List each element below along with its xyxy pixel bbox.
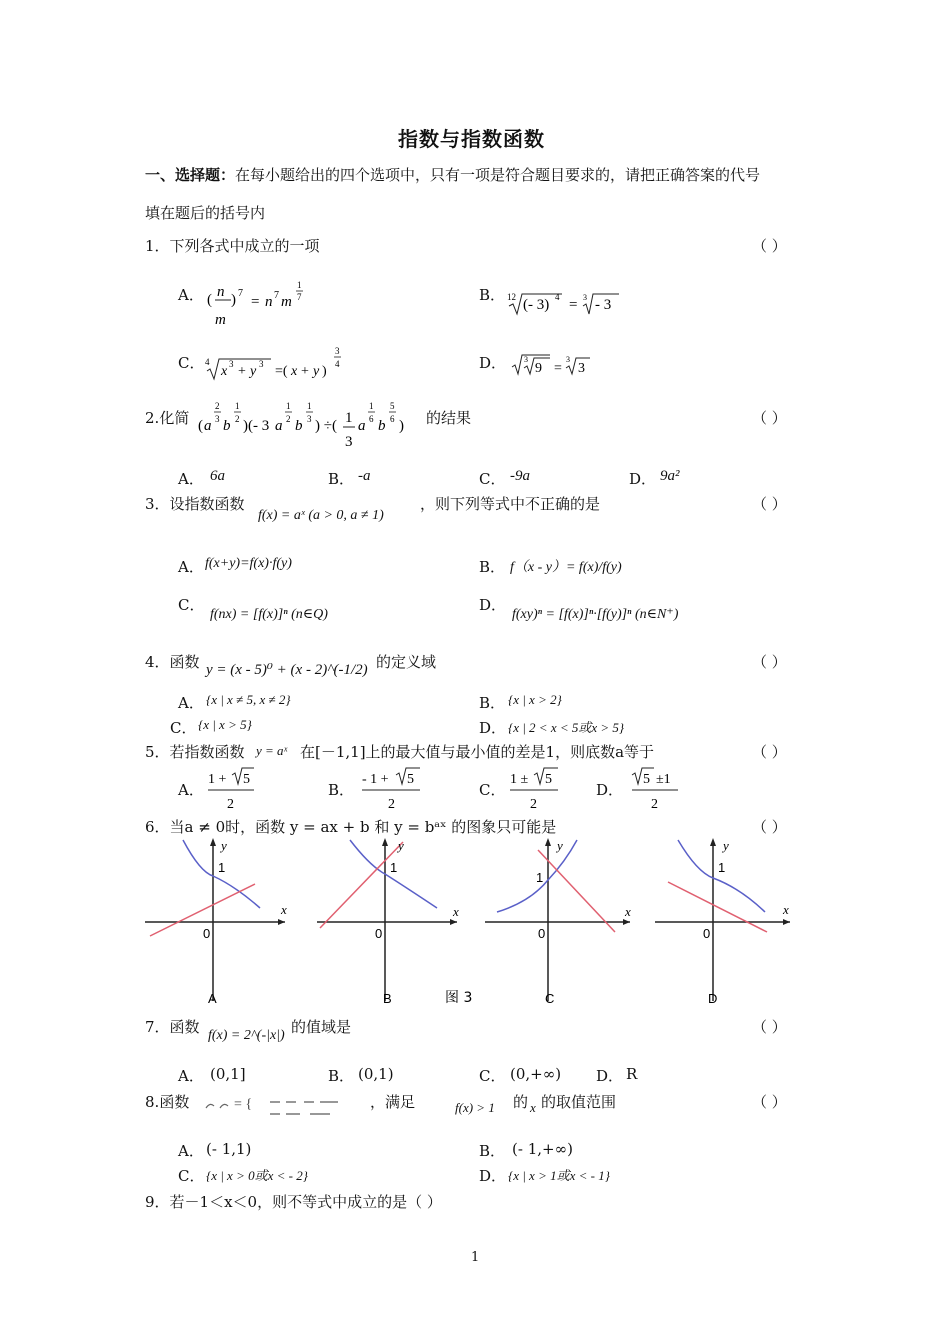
svg-text:m: m [281,294,292,310]
svg-text:4: 4 [555,292,560,302]
q7-option-d: R [626,1065,638,1083]
graph-d-line [668,882,767,932]
q1-stem [145,235,320,256]
figure-caption: 图 3 [445,990,473,1006]
q6-text: 当a ≠ 0时，函数 y = ax + b 和 y = bᵃˣ 的图象只可能是 [169,818,557,836]
svg-text:=: = [554,361,562,376]
q8-text-mid2: 的 [513,1093,529,1111]
svg-text:3: 3 [583,293,587,302]
svg-text:1: 1 [536,870,544,885]
q2-option-b: -a [358,468,371,484]
graph-a-label: A [208,991,217,1006]
q5-expression: y = aˣ [256,743,288,758]
q7-option-b: (0,1) [358,1065,394,1083]
q7-text-post: 的值域是 [291,1018,352,1036]
q1-option-c-formula [205,343,355,383]
q2-option-a-label: A． [178,470,204,488]
svg-text:): ) [322,364,327,379]
q3-option-b-label: B． [479,558,506,576]
svg-text:3: 3 [229,359,234,369]
svg-text:7: 7 [297,292,302,302]
q5-option-a-label: A． [178,781,204,799]
q1-answer-bracket[interactable]: （ ） [752,237,787,255]
q3-option-a-label: A． [178,558,204,576]
svg-text:1: 1 [345,410,353,426]
q8-answer-bracket[interactable]: （ ） [752,1093,787,1111]
graph-c-line [538,850,615,932]
q8-stem-pre [145,1091,189,1112]
svg-text:1: 1 [718,860,726,875]
q4-option-d: {x | 2 < x < 5或x > 5} [508,720,625,735]
q4-stem-pre [145,651,200,672]
svg-text:1: 1 [218,860,226,875]
q3-stem-pre [145,493,245,514]
q8-option-a-label: A． [178,1142,204,1160]
q7-stem-pre [145,1016,200,1037]
q7-expression: f(x) = 2^(-|x|) [208,1028,285,1043]
graph-d-exp-curve [678,840,765,912]
q4-option-c-label: C． [170,719,197,737]
q5-option-d [630,765,682,813]
q8-option-c-label: C． [178,1167,205,1185]
q6-graph-figure [145,836,790,1006]
svg-text:+: + [301,364,309,379]
q7-option-c: (0,+∞) [510,1065,562,1083]
svg-text:7: 7 [274,290,279,301]
graph-d [655,838,790,1006]
svg-text:2: 2 [235,414,240,424]
svg-text:1: 1 [297,280,302,290]
svg-text:0: 0 [375,926,383,941]
svg-text:3: 3 [215,414,220,424]
q7-number: 7． [145,1018,170,1036]
q4-number: 4． [145,653,170,671]
q2-option-d: 9a² [660,468,680,484]
q2-option-c-label: C． [479,470,506,488]
q3-text-pre: 设指数函数 [169,495,245,513]
svg-text:2: 2 [388,797,395,812]
svg-text:3: 3 [345,434,353,450]
q1-option-d-formula [510,352,600,380]
q8-text-post: 的取值范围 [541,1093,617,1111]
q5-option-d-label: D． [596,781,624,799]
svg-text:n: n [265,294,273,310]
svg-text:1: 1 [286,401,291,411]
q8-text-mid: ，满足 [370,1093,416,1111]
svg-text:x: x [783,902,789,917]
svg-text:1: 1 [235,401,240,411]
svg-text:): ) [399,418,404,434]
q2-option-c: -9a [510,468,530,484]
q4-expression: y = (x - 5)⁰ + (x - 2)^(-1/2) [206,662,368,678]
svg-text:1 +: 1 + [208,772,227,787]
svg-text:): ) [231,292,236,308]
q8-text-pre: 函数 [159,1093,190,1111]
svg-text:x: x [221,364,228,379]
svg-text:b: b [378,418,386,434]
svg-text:2: 2 [215,401,220,411]
svg-text:a: a [275,418,283,434]
q7-option-c-label: C． [479,1067,506,1085]
q3-option-c: f(nx) = [f(x)]ⁿ (n∈Q) [210,607,328,622]
graph-a [145,838,287,1006]
svg-text:) ÷(: ) ÷( [315,418,337,434]
svg-text:n: n [217,284,225,300]
q7-text-pre: 函数 [169,1018,200,1036]
svg-text:x: x [291,364,298,379]
svg-text:- 3: - 3 [595,297,612,313]
section-instruction [145,164,760,185]
svg-text:6: 6 [369,414,374,424]
q4-answer-bracket[interactable]: （ ） [752,653,787,671]
svg-text:4: 4 [335,359,340,369]
page-number: 1 [471,1250,480,1265]
q5-text-pre: 若指数函数 [169,743,245,761]
graph-b-label: B [383,991,392,1006]
svg-text:y: y [557,838,563,853]
q3-option-d-label: D． [479,596,507,614]
svg-text:= {: = { [234,1097,253,1112]
q8-option-b-label: B． [479,1142,506,1160]
svg-text:a: a [358,418,366,434]
q8-option-b: (- 1,+∞) [512,1140,573,1158]
svg-text:3: 3 [566,355,570,364]
svg-text:x: x [281,902,287,917]
q3-option-b: f（x - y）= f(x)/f(y) [510,560,622,575]
svg-text:(: ( [207,292,212,308]
q7-option-a: (0,1] [210,1065,246,1083]
q3-number: 3． [145,495,170,513]
q4-option-b-label: B． [479,694,506,712]
q8-expression: f(x) > 1 [455,1100,495,1115]
q9-number: 9． [145,1193,170,1211]
q1-option-a-label: A． [178,286,204,304]
graph-d-label: D [708,991,718,1006]
svg-text:=(: =( [275,364,288,379]
svg-text:2: 2 [227,797,234,812]
q3-answer-bracket[interactable]: （ ） [752,495,787,513]
svg-text:3: 3 [259,359,264,369]
q8-variable: x [530,1100,536,1115]
svg-text:a: a [204,418,212,434]
q4-option-a-label: A． [178,694,204,712]
q5-option-b [360,765,424,813]
graph-c-label: C [545,991,555,1006]
q9-stem [145,1191,442,1212]
q4-option-b: {x | x > 2} [508,692,562,707]
q7-option-a-label: A． [178,1067,204,1085]
q2-text-pre: 化简 [159,409,190,427]
svg-text:y: y [221,838,227,853]
q6-number: 6． [145,818,170,836]
q7-option-b-label: B． [328,1067,355,1085]
q2-text-post: 的结果 [426,409,472,427]
svg-text:- 1 +: - 1 + [362,772,389,787]
svg-text:9: 9 [535,361,542,376]
q8-option-d-label: D． [479,1167,507,1185]
q4-option-a: {x | x ≠ 5, x ≠ 2} [206,692,291,707]
svg-text:1 ±: 1 ± [510,772,529,787]
svg-text:0: 0 [203,926,211,941]
q8-option-c: {x | x > 0或x < - 2} [206,1168,308,1183]
q5-stem-pre [145,741,245,762]
svg-text:+: + [238,364,246,379]
section-head: 一、选择题： [145,166,236,184]
q1-option-b-formula [507,288,627,318]
q3-option-a: f(x+y)=f(x)·f(y) [205,556,292,571]
q2-number: 2. [145,409,160,427]
svg-text:3: 3 [307,414,312,424]
q5-answer-bracket[interactable]: （ ） [752,743,787,761]
q8-piecewise-function-clipped [200,1094,370,1120]
svg-text:)(- 3: )(- 3 [243,418,270,434]
svg-text:3: 3 [335,346,340,356]
q2-option-d-label: D． [629,470,657,488]
page-title: 指数与指数函数 [398,127,545,151]
q3-expression: f(x) = aˣ (a > 0, a ≠ 1) [258,508,384,523]
q8-option-d: {x | x > 1或x < - 1} [508,1168,610,1183]
svg-text:=: = [251,294,260,310]
svg-text:y: y [250,364,257,379]
q3-text-post: ，则下列等式中不正确的是 [420,495,601,513]
graph-c [485,838,631,1006]
svg-text:5: 5 [390,401,395,411]
svg-text:b: b [223,418,231,434]
svg-text:5: 5 [243,772,250,787]
q7-answer-bracket[interactable]: （ ） [752,1018,787,1036]
q5-option-c-label: C． [479,781,506,799]
svg-text:2: 2 [651,797,658,812]
svg-text:0: 0 [703,926,711,941]
svg-text:b: b [295,418,303,434]
q8-number: 8. [145,1093,160,1111]
svg-text:5: 5 [407,772,414,787]
svg-text:1: 1 [369,401,374,411]
svg-text:5: 5 [545,772,552,787]
q1-option-a-formula [205,278,315,330]
svg-text:m: m [215,312,226,328]
svg-text:x: x [453,904,459,919]
svg-text:4: 4 [205,357,210,367]
graph-b [317,838,459,1006]
svg-text:=: = [569,297,578,313]
svg-text:1: 1 [307,401,312,411]
q9-text: 若－1＜x＜0，则不等式中成立的是（ ） [169,1193,442,1211]
svg-text:(: ( [198,418,203,434]
svg-text:6: 6 [390,414,395,424]
q4-option-d-label: D． [479,719,507,737]
q2-option-a: 6a [210,468,225,484]
q1-number: 1． [145,237,170,255]
q4-option-c: {x | x > 5} [198,717,252,732]
svg-text:7: 7 [238,288,243,299]
svg-text:±1: ±1 [656,772,671,787]
q4-text-post: 的定义域 [376,653,437,671]
svg-text:2: 2 [530,797,537,812]
q2-stem-pre [145,407,189,428]
svg-text:y: y [313,364,320,379]
svg-text:1: 1 [390,860,398,875]
q2-expression [198,400,423,452]
instruction-line-2: 填在题后的括号内 [145,204,266,222]
svg-text:3: 3 [578,361,585,376]
q5-option-b-label: B． [328,781,355,799]
q3-option-d: f(xy)ⁿ = [f(x)]ⁿ·[f(y)]ⁿ (n∈N⁺) [512,607,679,622]
svg-text:(- 3): (- 3) [523,297,550,313]
q1-option-b-label: B． [479,286,506,304]
q7-option-d-label: D． [596,1067,624,1085]
q3-option-c-label: C． [178,596,205,614]
q8-option-a: (- 1,1) [206,1140,252,1158]
q5-option-a [206,765,256,813]
svg-text:x: x [625,904,631,919]
q2-answer-bracket[interactable]: （ ） [752,409,787,427]
svg-text:0: 0 [538,926,546,941]
q4-text-pre: 函数 [169,653,200,671]
q6-stem [145,816,556,837]
q6-answer-bracket[interactable]: （ ） [752,818,787,836]
q1-option-d-label: D． [479,354,507,372]
svg-text:2: 2 [286,414,291,424]
q1-text: 下列各式中成立的一项 [169,237,320,255]
q5-number: 5． [145,743,170,761]
q2-option-b-label: B． [328,470,355,488]
svg-text:3: 3 [524,355,528,364]
q1-option-c-label: C． [178,354,205,372]
svg-text:12: 12 [507,292,516,302]
q5-option-c [508,765,560,813]
instruction-line-1: 在每小题给出的四个选项中，只有一项是符合题目要求的，请把正确答案的代号 [235,166,761,184]
q5-text-post: 在[－1,1]上的最大值与最小值的差是1，则底数a等于 [300,743,655,761]
svg-text:y: y [723,838,729,853]
svg-text:5: 5 [643,772,650,787]
svg-text:y: y [398,838,404,853]
